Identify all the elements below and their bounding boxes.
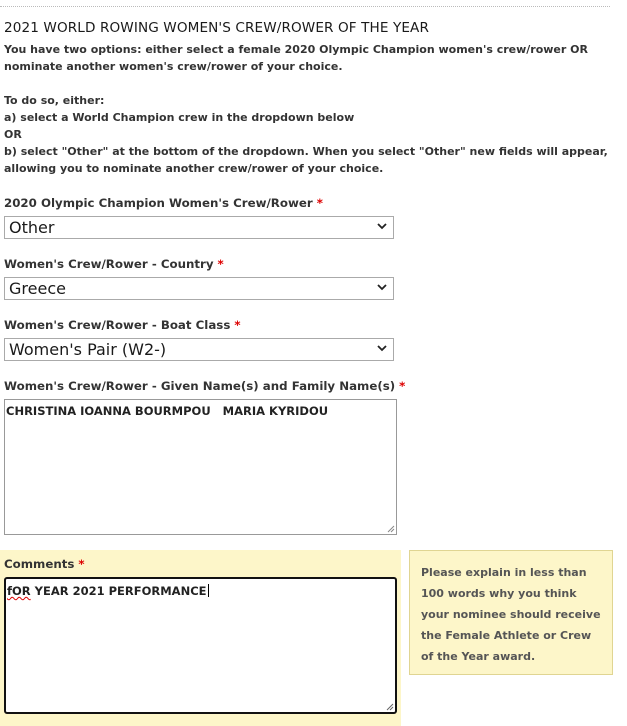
required-marker: * — [234, 318, 241, 332]
champion-label — [4, 196, 323, 210]
comments-text: YEAR 2021 PERFORMANCE — [30, 584, 207, 598]
required-marker: * — [217, 257, 224, 271]
comments-textarea-value — [7, 584, 209, 598]
required-marker: * — [78, 557, 85, 571]
page-title: 2021 WORLD ROWING WOMEN'S CREW/ROWER OF THE YEAR — [4, 20, 429, 36]
names-textarea[interactable] — [4, 399, 397, 535]
comments-textarea[interactable] — [4, 577, 397, 714]
boat-class-label — [4, 318, 241, 332]
names-label — [4, 379, 405, 393]
chevron-down-icon — [376, 342, 388, 354]
help-box — [409, 550, 613, 675]
names-label-text: Women's Crew/Rower - Given Name(s) and Family Name(s) — [4, 379, 396, 393]
country-select-value: Greece — [9, 279, 66, 298]
required-marker: * — [399, 379, 406, 393]
champion-select[interactable] — [4, 216, 394, 239]
misspelled-word: fOR — [7, 584, 31, 598]
text-caret — [208, 584, 209, 597]
required-marker: * — [316, 196, 323, 210]
intro-line: You have two options: either select a female 2020 Olympic Champion women's crew/rower OR nominate another women's crew/rower of your choice. — [4, 43, 588, 73]
country-select[interactable] — [4, 277, 394, 300]
country-label — [4, 257, 224, 271]
comments-label-text: Comments — [4, 557, 75, 571]
intro-line: To do so, either: — [4, 94, 105, 107]
chevron-down-icon — [376, 220, 388, 232]
comments-label — [4, 557, 85, 571]
intro-spacer — [4, 75, 609, 92]
help-text: Please explain in less than 100 words why you think your nominee should receive the Female Athlete or Crew of the Year award. — [421, 566, 601, 663]
top-divider — [0, 6, 610, 7]
intro-line: b) select "Other" at the bottom of the dropdown. When you select "Other" new fields will appear, allowing you to nominate another crew/rower of your choice. — [4, 145, 608, 175]
intro-text — [4, 41, 609, 177]
chevron-down-icon — [376, 281, 388, 293]
names-textarea-value: CHRISTINA IOANNA BOURMPOU MARIA KYRIDOU — [6, 404, 329, 418]
resize-grip-icon[interactable] — [385, 702, 394, 711]
boat-class-select-value: Women's Pair (W2-) — [9, 340, 167, 359]
boat-class-label-text: Women's Crew/Rower - Boat Class — [4, 318, 231, 332]
resize-grip-icon[interactable] — [386, 524, 395, 533]
champion-select-value: Other — [9, 218, 55, 237]
boat-class-select[interactable] — [4, 338, 394, 361]
country-label-text: Women's Crew/Rower - Country — [4, 257, 214, 271]
intro-line: OR — [4, 128, 22, 141]
champion-label-text: 2020 Olympic Champion Women's Crew/Rower — [4, 196, 313, 210]
intro-line: a) select a World Champion crew in the dropdown below — [4, 111, 355, 124]
